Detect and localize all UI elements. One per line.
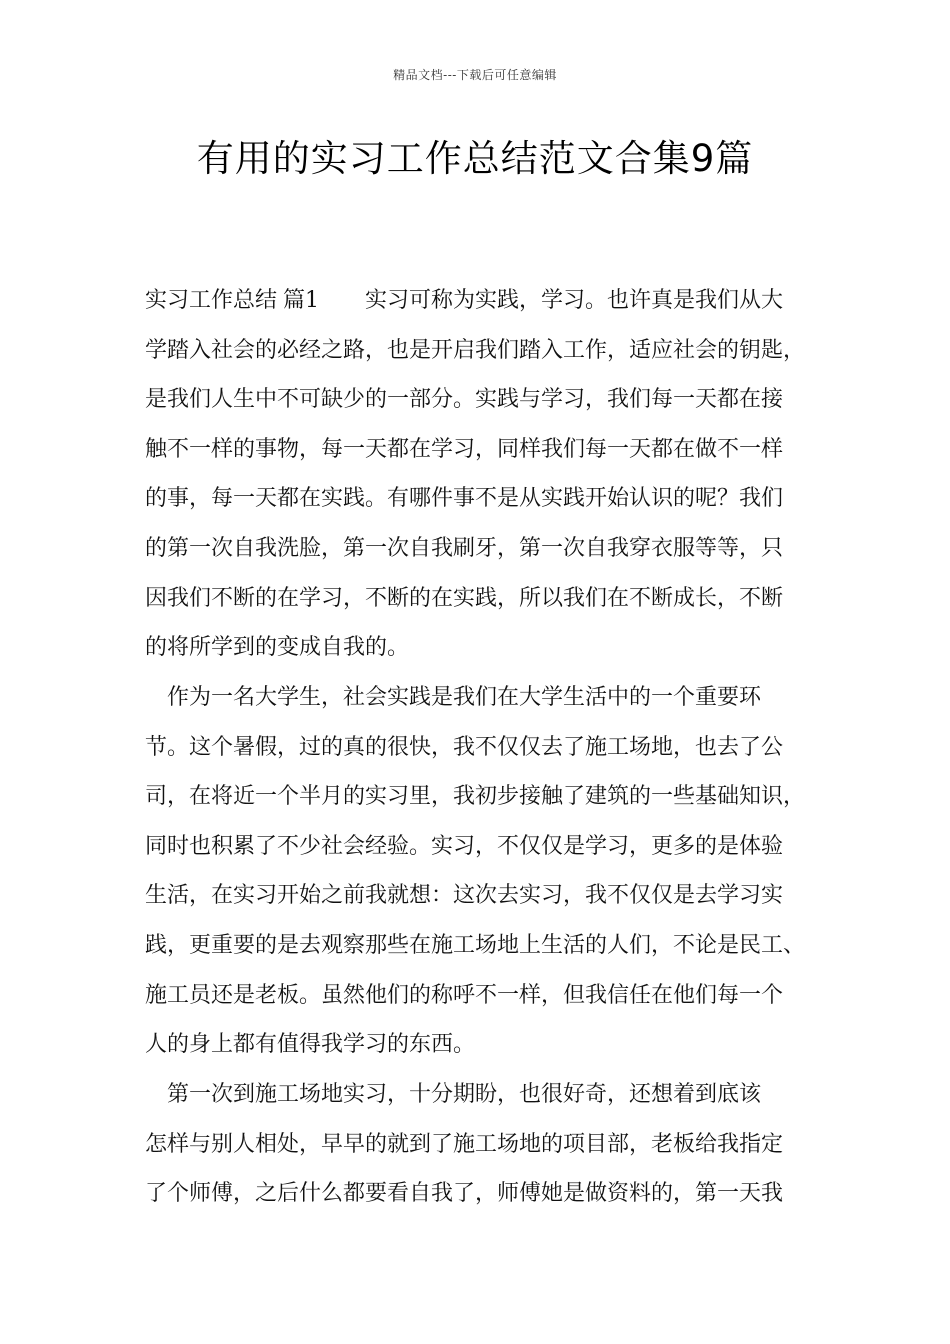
body-line: 施工员还是老板。虽然他们的称呼不一样，但我信任在他们每一个 (145, 983, 784, 1008)
body-line: 怎样与别人相处，早早的就到了施工场地的项目部，老板给我指定 (145, 1132, 784, 1157)
body-line: 因我们不断的在学习，不断的在实践，所以我们在不断成长，不断 (145, 586, 784, 611)
body-line: 是我们人生中不可缺少的一部分。实践与学习，我们每一天都在接 (145, 387, 784, 412)
body-line-text: 实习可称为实践，学习。也许真是我们从大 (365, 288, 784, 313)
body-line: 学踏入社会的必经之路，也是开启我们踏入工作，适应社会的钥匙， (145, 338, 806, 363)
body-line: 作为一名大学生，社会实践是我们在大学生活中的一个重要环 (145, 685, 762, 710)
section-label: 实习工作总结 (145, 288, 278, 313)
header-note: 精品文档---下载后可任意编辑 (393, 68, 557, 82)
body-line: 司，在将近一个半月的实习里，我初步接触了建筑的一些基础知识， (145, 784, 806, 809)
document-title: 有用的实习工作总结范文合集9篇 (196, 137, 754, 180)
body-line: 的第一次自我洗脸，第一次自我刷牙，第一次自我穿衣服等等，只 (145, 536, 784, 561)
body-line: 节。这个暑假，过的真的很快，我不仅仅去了施工场地，也去了公 (145, 735, 784, 760)
body-line: 的事，每一天都在实践。有哪件事不是从实践开始认识的呢？我们 (145, 486, 784, 511)
body-line: 践，更重要的是去观察那些在施工场地上生活的人们，不论是民工、 (145, 933, 806, 958)
body-line: 第一次到施工场地实习，十分期盼，也很好奇，还想着到底该 (145, 1082, 762, 1107)
body-line: 生活，在实习开始之前我就想：这次去实习，我不仅仅是去学习实 (145, 883, 784, 908)
body-line: 了个师傅，之后什么都要看自我了，师傅她是做资料的，第一天我 (145, 1181, 784, 1206)
section-number: 篇1 (283, 288, 320, 313)
body-line: 的将所学到的变成自我的。 (145, 635, 410, 660)
body-line: 触不一样的事物，每一天都在学习，同样我们每一天都在做不一样 (145, 437, 784, 462)
body-line: 人的身上都有值得我学习的东西。 (145, 1032, 476, 1057)
body-line-first (145, 286, 835, 316)
body-line: 同时也积累了不少社会经验。实习，不仅仅是学习，更多的是体验 (145, 834, 784, 859)
